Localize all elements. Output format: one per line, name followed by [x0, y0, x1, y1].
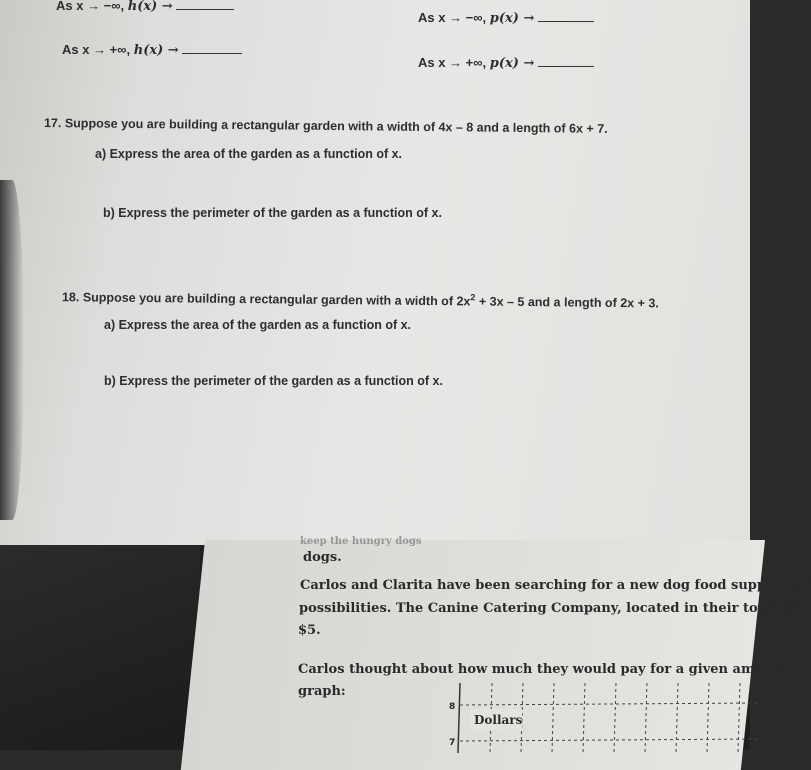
answer-blank[interactable] [538, 66, 594, 67]
graph-axis-label: Dollars [474, 713, 523, 727]
text-line: Carlos and Clarita have been searching for a new dog food supplier ar [300, 578, 811, 593]
y-axis [458, 683, 460, 753]
text-line: graph: [298, 684, 346, 699]
question-18-part-a: a) Express the area of the garden as a function of x. [104, 318, 412, 332]
question-17 [44, 116, 608, 136]
limit-p-pos-func: p(x) → [489, 56, 535, 71]
question-18-part-b: b) Express the perimeter of the garden as a function of x. [104, 374, 443, 388]
text-line: possibilities. The Canine Catering Company, located in their town, s [299, 601, 795, 616]
question-number: 18. [61, 290, 80, 305]
limit-p-neg-func: p(x) → [489, 11, 535, 26]
answer-blank[interactable] [538, 21, 594, 22]
question-number: 17. [43, 116, 62, 131]
question-17-part-b: b) Express the perimeter of the garden as a function of x. [103, 206, 442, 220]
question-18 [62, 288, 659, 310]
limit-p-pos [418, 55, 594, 71]
question-17-part-a: a) Express the area of the garden as a function of x. [95, 147, 403, 161]
limit-p-neg [418, 10, 594, 26]
text-line: dogs. [303, 550, 342, 565]
limit-h-pos-prefix: As x → +∞, [62, 42, 131, 57]
tick-label-7: 7 [449, 738, 456, 748]
text-line: $5. [298, 623, 321, 638]
answer-blank[interactable] [176, 9, 234, 10]
dark-wedge [0, 545, 200, 750]
question-text-cont: + 3x – 5 and a length of 2x + 3. [475, 294, 659, 311]
answer-blank[interactable] [182, 53, 242, 54]
limit-p-pos-prefix: As x → +∞, [418, 55, 487, 70]
limit-h-neg-prefix: As x → −∞, [56, 0, 125, 13]
text-line: Carlos thought about how much they would pay for a given amour [298, 662, 780, 677]
page-shadow [0, 180, 24, 520]
limit-h-pos [62, 42, 242, 58]
limit-h-neg [56, 0, 234, 14]
limit-h-neg-func: h(x) → [127, 0, 173, 14]
question-text: Suppose you are building a rectangular garden with a width of 2x [82, 290, 471, 309]
limit-p-neg-prefix: As x → −∞, [418, 10, 487, 25]
cut-off-line: keep the hungry dogs [300, 536, 422, 547]
question-text: Suppose you are building a rectangular garden with a width of 4x – 8 and a length of 6x + 7. [64, 116, 608, 136]
exponent: 2 [470, 292, 476, 303]
graph-grid [440, 683, 760, 753]
tick-label-8: 8 [449, 702, 456, 712]
limit-h-pos-func: h(x) → [133, 43, 179, 58]
